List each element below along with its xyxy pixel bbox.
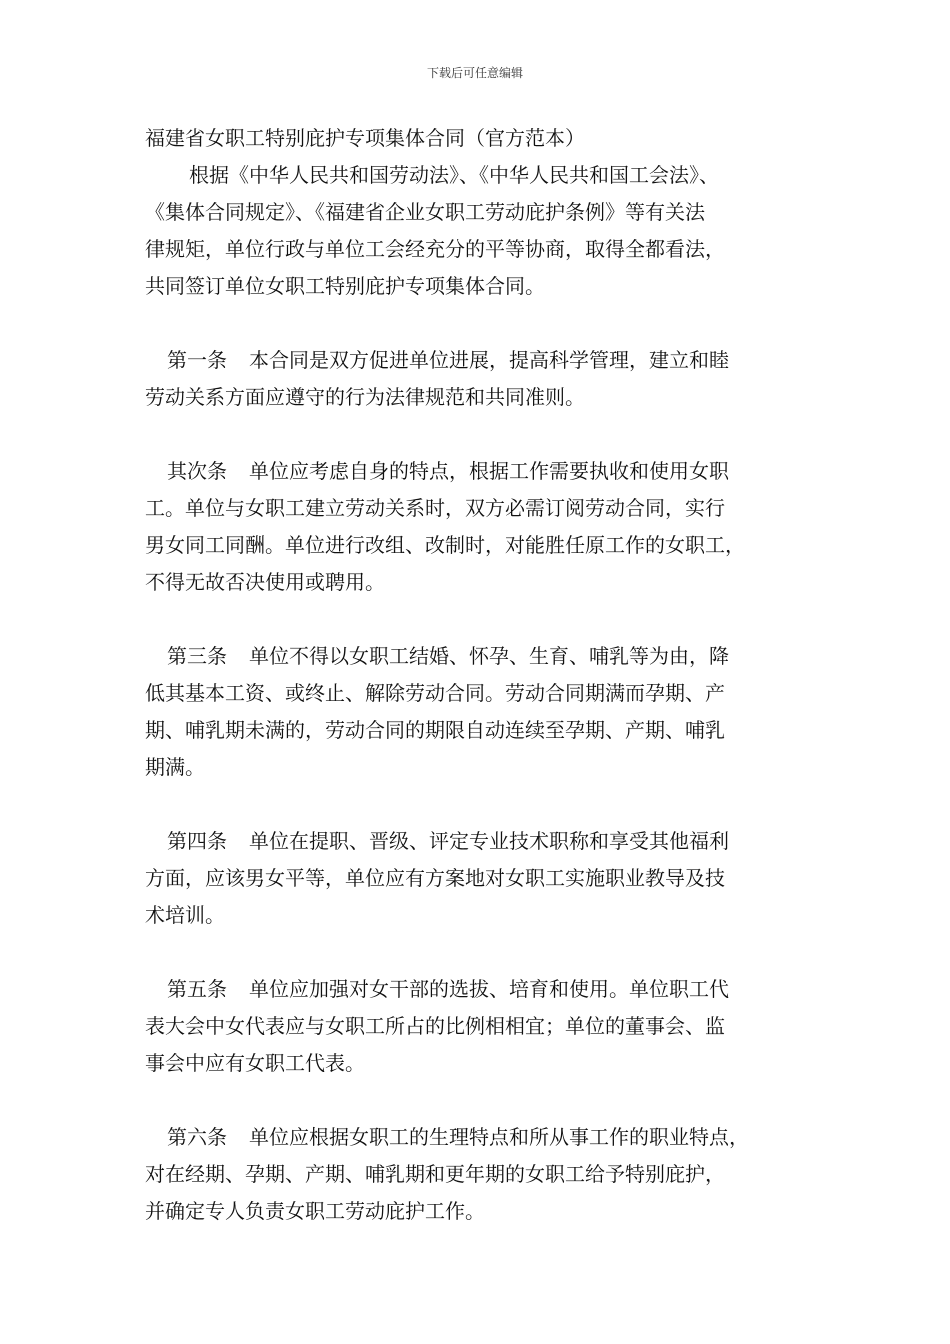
article-text: 期、哺乳期未满的，劳动合同的期限自动连续至孕期、产期、哺乳 [145,718,725,742]
article-text: 本合同是双方促进单位进展，提高科学管理，建立和睦 [249,348,729,372]
article-4 [145,823,825,934]
article-label: 第五条 [167,977,227,1001]
article-text: 男女同工同酬。单位进行改组、改制时，对能胜任原工作的女职工， [145,533,745,557]
intro-paragraph [145,157,825,305]
article-text: 单位应加强对女干部的选拔、培育和使用。单位职工代 [249,977,729,1001]
article-text: 术培训。 [145,903,225,927]
article-label: 第一条 [167,348,227,372]
article-label: 第三条 [167,644,227,668]
article-text: 单位应根据女职工的生理特点和所从事工作的职业特点， [249,1125,749,1149]
article-label: 第四条 [167,829,227,853]
document-title: 福建省女职工特别庇护专项集体合同（官方范本） [145,126,585,150]
article-text: 期满。 [145,755,205,779]
article-text: 表大会中女代表应与女职工所占的比例相相宜；单位的董事会、监 [145,1014,725,1038]
article-text: 对在经期、孕期、产期、哺乳期和更年期的女职工给予特别庇护， [145,1162,725,1186]
intro-line: 根据《中华人民共和国劳动法》、《中华人民共和国工会法》、 [189,163,719,187]
article-label: 第六条 [167,1125,227,1149]
article-text: 劳动关系方面应遵守的行为法律规范和共同准则。 [145,385,585,409]
article-label: 其次条 [167,459,227,483]
article-3 [145,638,825,786]
document-body [145,120,825,1230]
article-text: 单位应考虑自身的特点，根据工作需要执收和使用女职 [249,459,729,483]
article-text: 工。单位与女职工建立劳动关系时，双方必需订阅劳动合同，实行 [145,496,725,520]
article-text: 单位不得以女职工结婚、怀孕、生育、哺乳等为由，降 [249,644,729,668]
article-text: 不得无故否决使用或聘用。 [145,570,385,594]
article-text: 低其基本工资、或终止、解除劳动合同。劳动合同期满而孕期、产 [145,681,725,705]
article-6 [145,1119,825,1230]
article-text: 事会中应有女职工代表。 [145,1051,365,1075]
article-2 [145,453,825,601]
intro-line: 《集体合同规定》、《福建省企业女职工劳动庇护条例》等有关法 [145,200,705,224]
article-text: 方面，应该男女平等，单位应有方案地对女职工实施职业教导及技 [145,866,725,890]
article-1 [145,342,825,416]
intro-line: 律规矩，单位行政与单位工会经充分的平等协商，取得全都看法， [145,237,725,261]
article-text: 并确定专人负责女职工劳动庇护工作。 [145,1199,485,1223]
article-text: 单位在提职、晋级、评定专业技术职称和享受其他福利 [249,829,729,853]
intro-line: 共同签订单位女职工特别庇护专项集体合同。 [145,274,545,298]
page-header: 下载后可任意编辑 [426,66,523,80]
article-5 [145,971,825,1082]
